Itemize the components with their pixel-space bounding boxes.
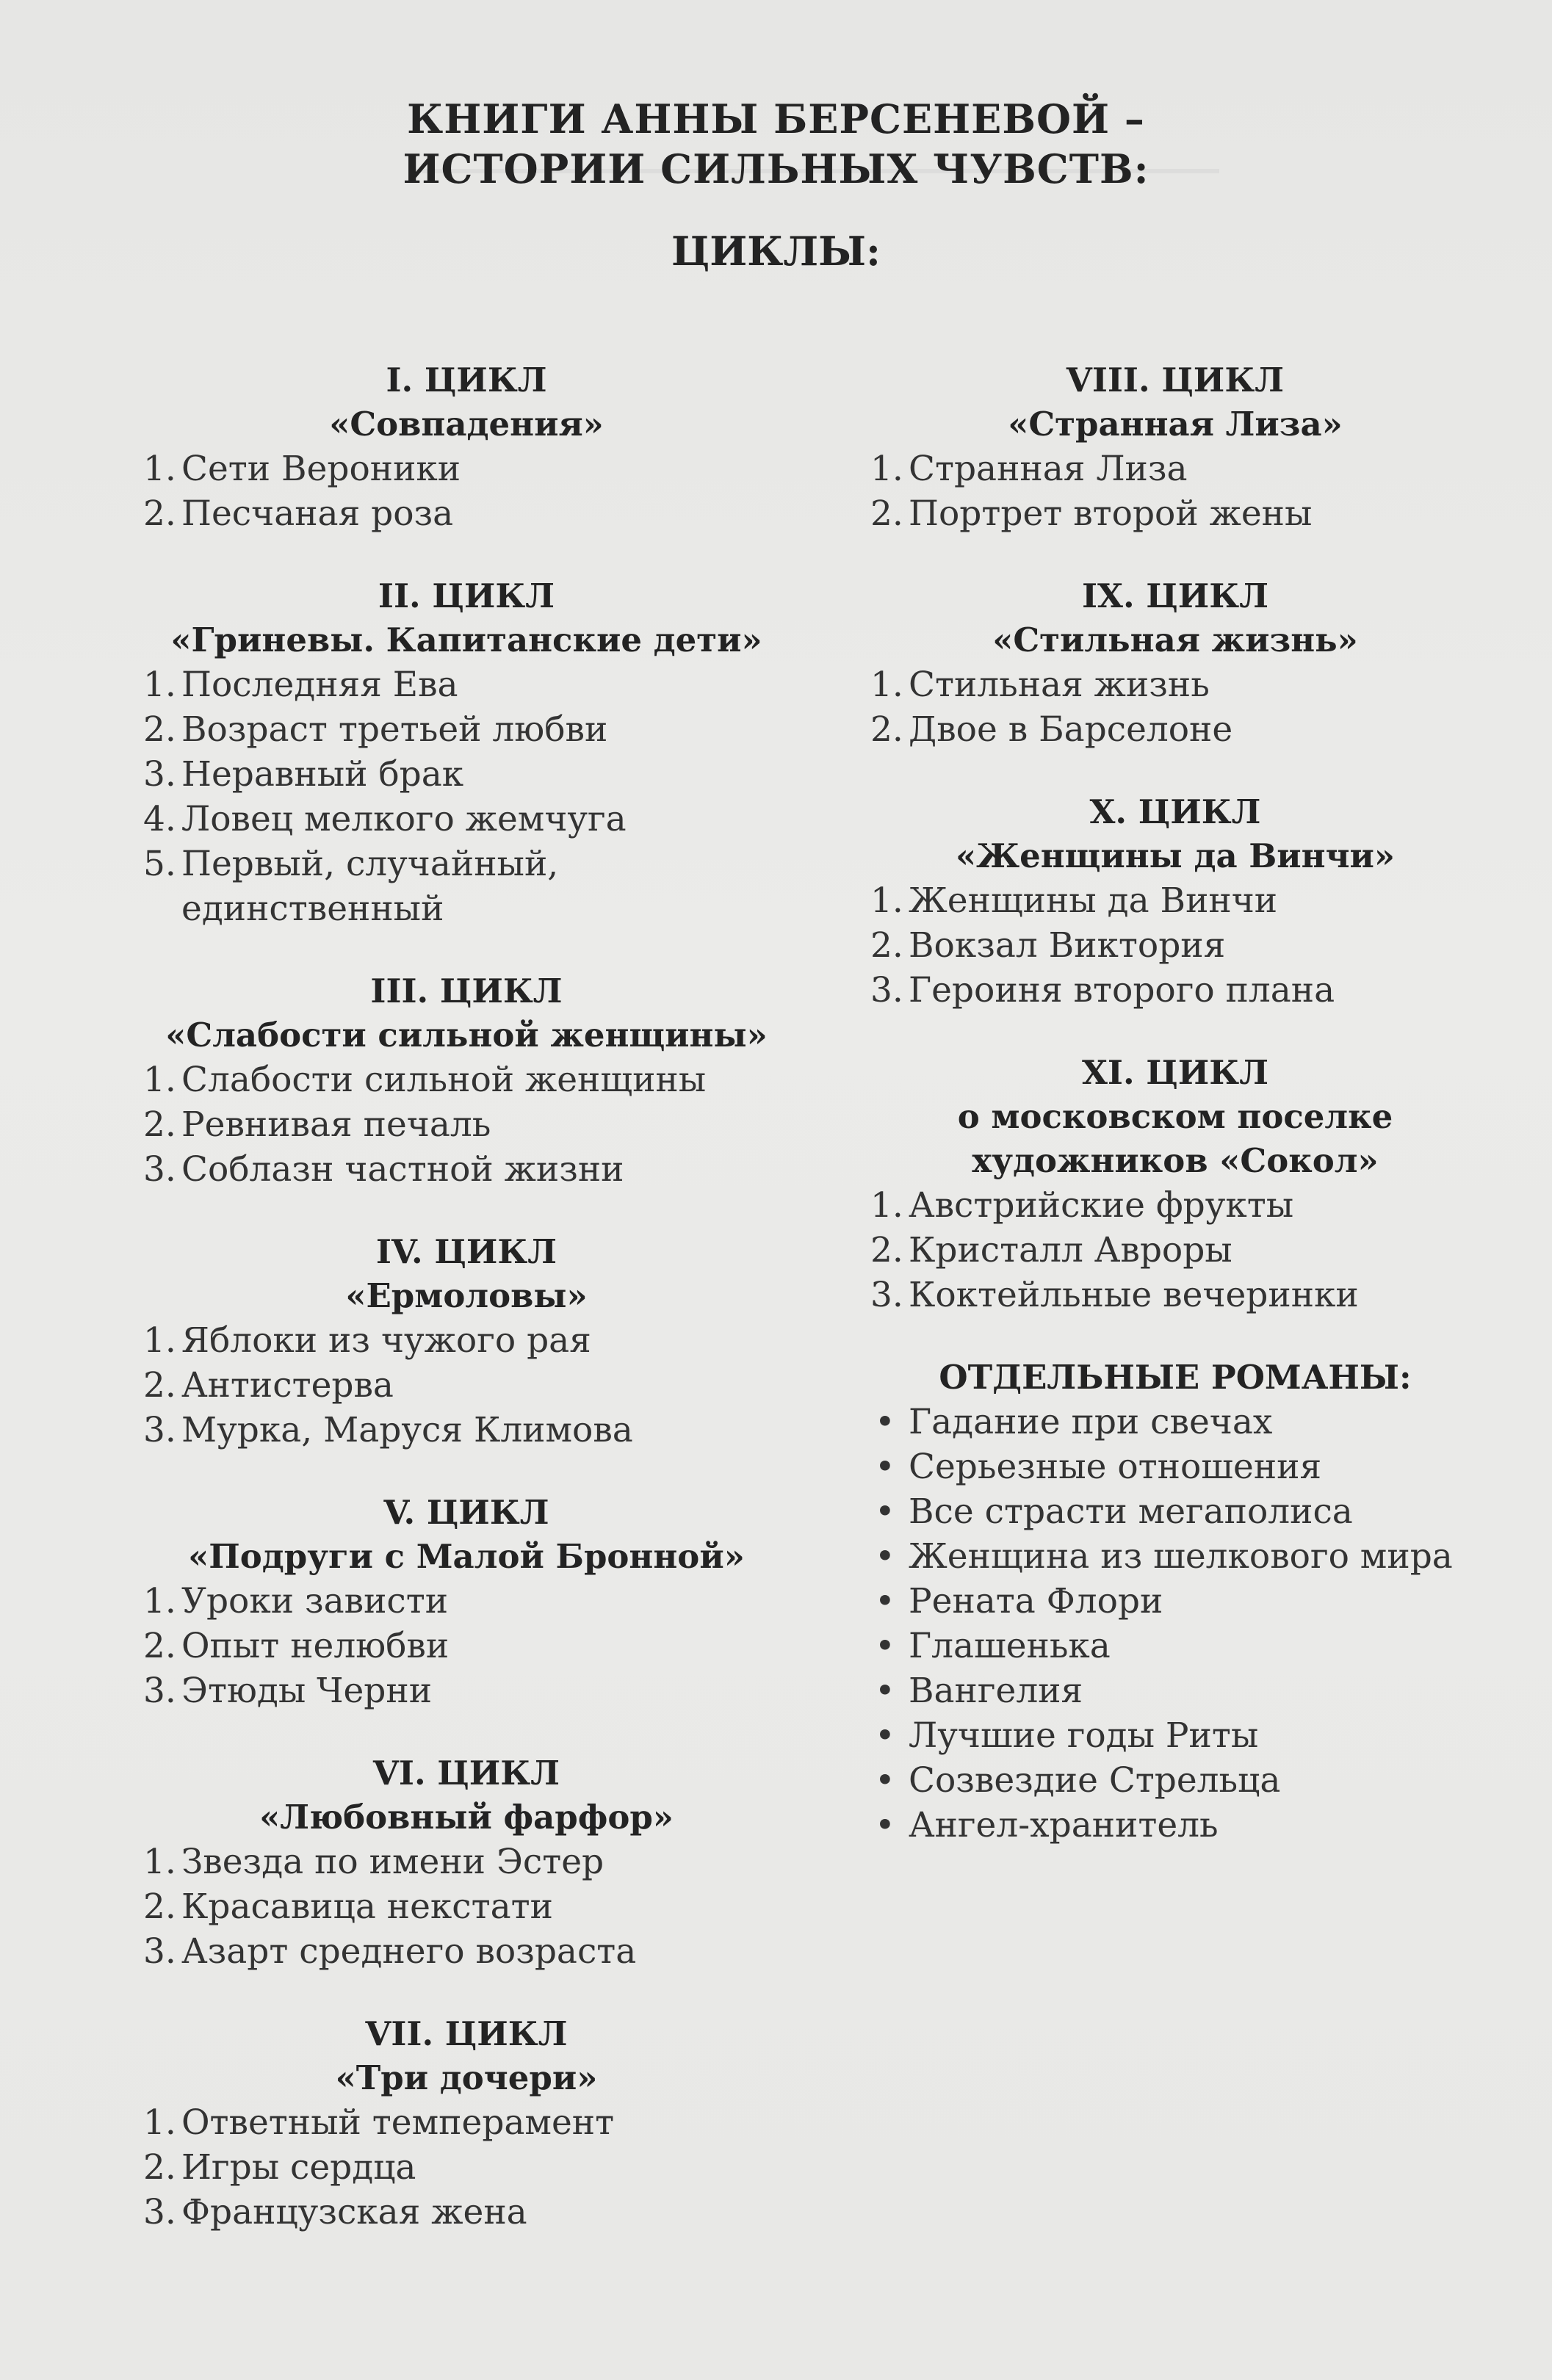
book-item (143, 2100, 790, 2145)
book-item (143, 1668, 790, 1713)
book-number: 5. (143, 844, 176, 884)
book-title: Песчаная роза (181, 493, 454, 534)
cycle-number: IX. ЦИКЛ (1081, 576, 1269, 615)
book-item (143, 1147, 790, 1192)
book-title: Азарт среднего возраста (181, 1931, 637, 1972)
book-title: Слабости сильной женщины (181, 1060, 707, 1100)
book-title: Звезда по имени Эстер (181, 1842, 604, 1882)
book-item (143, 1624, 790, 1668)
book-title: Яблоки из чужого рая (181, 1320, 591, 1361)
book-title: Красавица некстати (181, 1887, 553, 1927)
book-number: 1. (143, 1060, 176, 1100)
book-number: 3. (870, 970, 903, 1010)
singles-section (870, 1356, 1480, 1848)
book-item (143, 1884, 790, 1929)
cycle-block (143, 1491, 790, 1713)
cycle-number: I. ЦИКЛ (386, 361, 547, 399)
book-list (143, 446, 790, 536)
cycle-block (870, 358, 1480, 536)
left-column (143, 358, 790, 2273)
cycle-number: X. ЦИКЛ (1089, 792, 1261, 831)
novel-title: Женщина из шелкового мира (909, 1536, 1453, 1577)
book-list (143, 1057, 790, 1192)
singles-heading: ОТДЕЛЬНЫЕ РОМАНЫ: (939, 1358, 1412, 1397)
book-number: 3. (143, 1931, 176, 1972)
book-title: Соблазн частной жизни (181, 1149, 624, 1190)
bullet-icon: • (875, 1536, 895, 1577)
book-number: 3. (143, 754, 176, 795)
cycle-title: «Три дочери» (335, 2058, 598, 2097)
book-item (870, 491, 1480, 536)
book-item (870, 662, 1480, 707)
cycle-number: VI. ЦИКЛ (372, 1754, 560, 1793)
book-list (143, 662, 790, 931)
book-item (143, 842, 790, 931)
book-item (870, 1228, 1480, 1273)
cycles-label: ЦИКЛЫ: (671, 228, 881, 275)
book-item (143, 1408, 790, 1453)
book-title: Французская жена (181, 2192, 527, 2232)
book-title: Ревнивая печаль (181, 1104, 491, 1145)
cycle-title: о московском поселке художников «Сокол» (957, 1097, 1393, 1180)
book-title: Австрийские фрукты (909, 1185, 1294, 1226)
cycle-block (143, 1230, 790, 1453)
bullet-icon: • (875, 1491, 895, 1532)
book-number: 4. (143, 799, 176, 839)
novel-title: Вангелия (909, 1671, 1083, 1711)
book-item (870, 923, 1480, 968)
book-item (143, 662, 790, 707)
cycle-block (143, 574, 790, 931)
book-title: Двое в Барселоне (909, 709, 1233, 750)
book-item (143, 491, 790, 536)
book-title: Мурка, Маруся Климова (181, 1410, 633, 1450)
novel-item (870, 1668, 1480, 1713)
novel-title: Глашенька (909, 1626, 1111, 1666)
book-number: 1. (870, 880, 903, 921)
singles-list (870, 1400, 1480, 1848)
book-number: 2. (870, 709, 903, 750)
book-title: Опыт нелюбви (181, 1626, 450, 1666)
book-number: 1. (870, 665, 903, 705)
bullet-icon: • (875, 1671, 895, 1711)
book-number: 1. (143, 665, 176, 705)
book-number: 2. (870, 493, 903, 534)
cycle-block (870, 790, 1480, 1013)
novel-title: Все страсти мегаполиса (909, 1491, 1353, 1532)
book-number: 3. (143, 1149, 176, 1190)
book-number: 1. (870, 449, 903, 489)
book-item (870, 968, 1480, 1013)
cycle-title: «Гриневы. Капитанские дети» (170, 621, 762, 659)
bullet-icon: • (875, 1402, 895, 1442)
header-line-1: КНИГИ АННЫ БЕРСЕНЕВОЙ – (407, 95, 1145, 142)
book-number: 2. (143, 1626, 176, 1666)
book-item (870, 1183, 1480, 1228)
bullet-icon: • (875, 1760, 895, 1801)
novel-title: Гадание при свечах (909, 1402, 1273, 1442)
book-list (870, 1183, 1480, 1317)
book-item (870, 707, 1480, 752)
cycle-block (143, 969, 790, 1192)
book-number: 2. (143, 1104, 176, 1145)
cycle-title: «Женщины да Винчи» (955, 836, 1396, 875)
cycle-title: «Странная Лиза» (1008, 405, 1343, 444)
page-header (0, 94, 1552, 276)
novel-item (870, 1713, 1480, 1758)
book-item (143, 1579, 790, 1624)
book-item (870, 446, 1480, 491)
bullet-icon: • (875, 1581, 895, 1621)
book-title: Этюды Черни (181, 1671, 433, 1711)
novel-title: Лучшие годы Риты (909, 1715, 1259, 1756)
book-number: 3. (870, 1275, 903, 1315)
book-title: Странная Лиза (909, 449, 1188, 489)
cycle-number: V. ЦИКЛ (383, 1493, 549, 1532)
book-list (143, 2100, 790, 2235)
book-item (143, 1057, 790, 1102)
cycle-number: II. ЦИКЛ (378, 576, 555, 615)
book-item (143, 1363, 790, 1408)
cycle-block (143, 2012, 790, 2235)
book-title: Героиня второго плана (909, 970, 1335, 1010)
book-title: Женщины да Винчи (909, 880, 1278, 921)
novel-title: Ангел-хранитель (909, 1805, 1219, 1845)
bullet-icon: • (875, 1626, 895, 1666)
cycle-number: IV. ЦИКЛ (375, 1232, 557, 1271)
cycle-number: VIII. ЦИКЛ (1066, 361, 1285, 399)
book-title: Антистерва (181, 1365, 394, 1406)
book-item (870, 878, 1480, 923)
book-title: Игры сердца (181, 2147, 416, 2188)
book-number: 2. (143, 1887, 176, 1927)
book-item (143, 1318, 790, 1363)
cycle-title: «Подруги с Малой Бронной» (188, 1537, 745, 1576)
book-title: Ловец мелкого жемчуга (181, 799, 627, 839)
book-item (143, 752, 790, 797)
book-number: 3. (143, 1671, 176, 1711)
book-number: 3. (143, 2192, 176, 2232)
book-number: 1. (870, 1185, 903, 1226)
book-title: Стильная жизнь (909, 665, 1210, 705)
cycle-title: «Слабости сильной женщины» (165, 1016, 768, 1055)
book-title: Кристалл Авроры (909, 1230, 1232, 1270)
cycle-number: VII. ЦИКЛ (365, 2014, 568, 2053)
book-number: 1. (143, 449, 176, 489)
book-title: Ответный темперамент (181, 2102, 615, 2143)
book-list (870, 446, 1480, 536)
book-list (870, 878, 1480, 1013)
cycle-block (143, 1751, 790, 1974)
book-title: Первый, случайный, единственный (181, 844, 559, 929)
book-number: 2. (143, 709, 176, 750)
book-list (870, 662, 1480, 752)
novel-item (870, 1534, 1480, 1579)
cycle-number: XI. ЦИКЛ (1081, 1053, 1269, 1092)
book-number: 1. (143, 1581, 176, 1621)
book-number: 2. (143, 1365, 176, 1406)
novel-item (870, 1579, 1480, 1624)
book-title: Последняя Ева (181, 665, 458, 705)
novel-title: Серьезные отношения (909, 1447, 1322, 1487)
book-title: Сети Вероники (181, 449, 461, 489)
cycle-block (143, 358, 790, 536)
book-list (143, 1579, 790, 1713)
book-item (143, 446, 790, 491)
bullet-icon: • (875, 1447, 895, 1487)
book-list (143, 1840, 790, 1974)
book-number: 1. (143, 2102, 176, 2143)
bullet-icon: • (875, 1715, 895, 1756)
book-number: 1. (143, 1842, 176, 1882)
cycle-title: «Стильная жизнь» (992, 621, 1358, 659)
cycle-title: «Совпадения» (329, 405, 604, 444)
book-title: Вокзал Виктория (909, 925, 1226, 966)
bullet-icon: • (875, 1805, 895, 1845)
book-item (143, 1929, 790, 1974)
cycle-number: III. ЦИКЛ (370, 972, 563, 1010)
novel-item (870, 1489, 1480, 1534)
novel-item (870, 1444, 1480, 1489)
book-item (143, 1840, 790, 1884)
book-number: 2. (870, 925, 903, 966)
book-number: 1. (143, 1320, 176, 1361)
book-item (143, 707, 790, 752)
book-title: Неравный брак (181, 754, 464, 795)
right-column (870, 358, 1480, 1848)
novel-item (870, 1803, 1480, 1848)
book-number: 2. (143, 493, 176, 534)
book-item (870, 1273, 1480, 1317)
cycle-block (870, 1051, 1480, 1317)
book-title: Портрет второй жены (909, 493, 1313, 534)
book-item (143, 1102, 790, 1147)
novel-title: Рената Флори (909, 1581, 1163, 1621)
book-list (143, 1318, 790, 1453)
book-title: Возраст третьей любви (181, 709, 608, 750)
cycle-title: «Любовный фарфор» (259, 1798, 674, 1837)
novel-item (870, 1400, 1480, 1444)
book-item (143, 2145, 790, 2190)
novel-item (870, 1758, 1480, 1803)
book-number: 2. (870, 1230, 903, 1270)
novel-item (870, 1624, 1480, 1668)
book-item (143, 797, 790, 842)
cycle-block (870, 574, 1480, 752)
book-number: 2. (143, 2147, 176, 2188)
book-number: 3. (143, 1410, 176, 1450)
novel-title: Созвездие Стрельца (909, 1760, 1281, 1801)
book-title: Уроки зависти (181, 1581, 449, 1621)
book-title: Коктейльные вечеринки (909, 1275, 1359, 1315)
cycle-title: «Ермоловы» (345, 1276, 588, 1315)
header-line-2: ИСТОРИИ СИЛЬНЫХ ЧУВСТВ: (403, 145, 1149, 192)
book-item (143, 2190, 790, 2235)
